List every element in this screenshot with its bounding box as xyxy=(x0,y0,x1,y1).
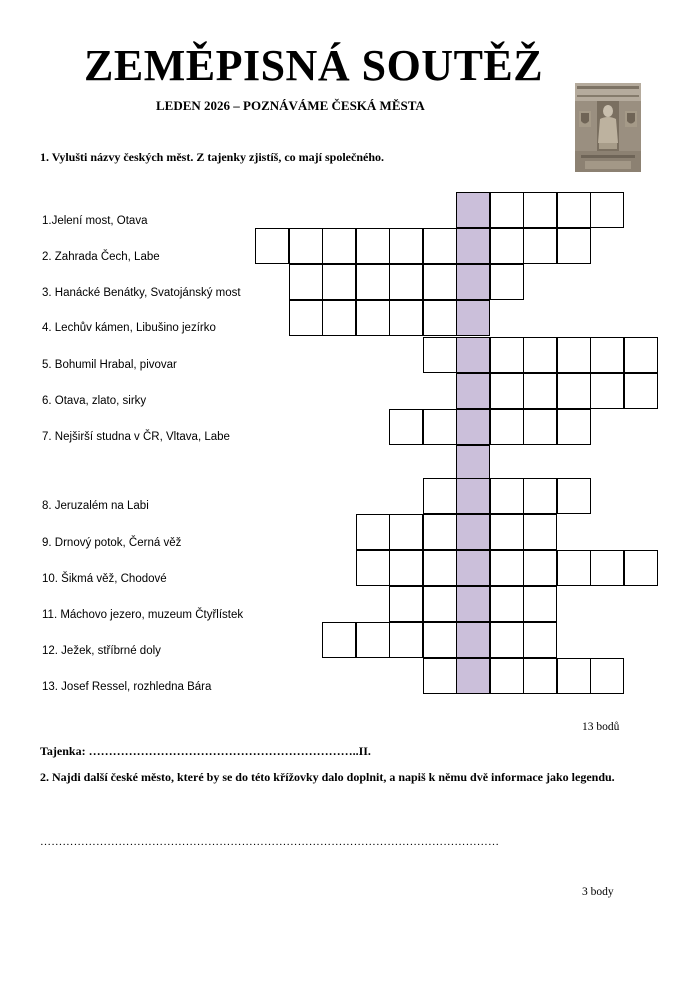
crossword-cell[interactable] xyxy=(289,300,323,336)
crossword-cell[interactable] xyxy=(523,586,557,622)
crossword-cell[interactable] xyxy=(490,264,524,300)
tajenka-cell[interactable] xyxy=(456,300,490,336)
question-2-answer-line[interactable]: …………………………………………………………………………………………………………… xyxy=(40,836,500,848)
crossword-cell[interactable] xyxy=(590,337,624,373)
crossword-cell[interactable] xyxy=(389,228,423,264)
crossword-cell[interactable] xyxy=(356,300,390,336)
clue-6: 6. Otava, zlato, sirky xyxy=(42,395,147,407)
crossword-cell[interactable] xyxy=(557,409,591,445)
crossword-cell[interactable] xyxy=(289,228,323,264)
crossword-cell[interactable] xyxy=(423,300,457,336)
crossword-cell[interactable] xyxy=(490,409,524,445)
crossword-cell[interactable] xyxy=(423,586,457,622)
crossword-cell[interactable] xyxy=(423,228,457,264)
tajenka-cell[interactable] xyxy=(456,586,490,622)
clue-2: 2. Zahrada Čech, Labe xyxy=(42,251,160,263)
tajenka-cell[interactable] xyxy=(456,622,490,658)
tajenka-cell[interactable] xyxy=(456,337,490,373)
crossword-cell[interactable] xyxy=(389,586,423,622)
crossword-cell[interactable] xyxy=(624,373,658,409)
crossword-cell[interactable] xyxy=(322,300,356,336)
clue-10: 10. Šikmá věž, Chodové xyxy=(42,573,167,585)
crossword-cell[interactable] xyxy=(523,409,557,445)
crossword-cell[interactable] xyxy=(523,478,557,514)
crossword-cell[interactable] xyxy=(322,228,356,264)
crossword-cell[interactable] xyxy=(557,192,591,228)
crossword-cell[interactable] xyxy=(624,337,658,373)
clue-13: 13. Josef Ressel, rozhledna Bára xyxy=(42,681,212,693)
crossword-cell[interactable] xyxy=(322,264,356,300)
tajenka-cell[interactable] xyxy=(456,373,490,409)
crossword-cell[interactable] xyxy=(356,622,390,658)
crossword-cell[interactable] xyxy=(389,300,423,336)
crossword-cell[interactable] xyxy=(590,658,624,694)
tajenka-cell[interactable] xyxy=(456,192,490,228)
tajenka-cell[interactable] xyxy=(456,264,490,300)
clue-12: 12. Ježek, stříbrné doly xyxy=(42,645,161,657)
crossword-cell[interactable] xyxy=(523,658,557,694)
crossword-cell[interactable] xyxy=(356,264,390,300)
crossword-cell[interactable] xyxy=(590,373,624,409)
tajenka-cell[interactable] xyxy=(456,445,490,481)
crossword-cell[interactable] xyxy=(523,192,557,228)
tajenka-cell[interactable] xyxy=(456,228,490,264)
crossword-cell[interactable] xyxy=(557,658,591,694)
crossword-cell[interactable] xyxy=(490,514,524,550)
question-1: 1. Vylušti názvy českých měst. Z tajenky zjistíš, co mají společného. xyxy=(40,150,384,164)
clue-7: 7. Nejširší studna v ČR, Vltava, Labe xyxy=(42,431,230,443)
clue-1: 1.Jelení most, Otava xyxy=(42,215,148,227)
crossword-cell[interactable] xyxy=(557,550,591,586)
crossword-cell[interactable] xyxy=(523,373,557,409)
question-2: 2. Najdi další české město, které by se do této křížovky dalo doplnit, a napiš k němu dvě informace jako legendu. xyxy=(40,770,615,784)
crossword-cell[interactable] xyxy=(423,478,457,514)
crossword-cell[interactable] xyxy=(389,264,423,300)
crossword-cell[interactable] xyxy=(490,478,524,514)
crossword-cell[interactable] xyxy=(490,586,524,622)
crossword-cell[interactable] xyxy=(590,550,624,586)
crossword-cell[interactable] xyxy=(490,373,524,409)
points-q2: 3 body xyxy=(582,886,614,898)
clue-3: 3. Hanácké Benátky, Svatojánský most xyxy=(42,287,241,299)
clue-4: 4. Lechův kámen, Libušino jezírko xyxy=(42,322,216,334)
crossword-cell[interactable] xyxy=(590,192,624,228)
crossword-cell[interactable] xyxy=(423,622,457,658)
tajenka-cell[interactable] xyxy=(456,658,490,694)
crossword-cell[interactable] xyxy=(523,514,557,550)
crossword-cell[interactable] xyxy=(490,192,524,228)
crossword-cell[interactable] xyxy=(490,228,524,264)
crossword-cell[interactable] xyxy=(624,550,658,586)
tajenka-answer-line[interactable]: Tajenka: …………………………………………………………..II. xyxy=(40,744,371,758)
crossword-cell[interactable] xyxy=(356,228,390,264)
crossword-cell[interactable] xyxy=(356,514,390,550)
crossword-cell[interactable] xyxy=(557,373,591,409)
crossword-cell[interactable] xyxy=(289,264,323,300)
crossword-cell[interactable] xyxy=(423,550,457,586)
tajenka-cell[interactable] xyxy=(456,409,490,445)
crossword-cell[interactable] xyxy=(523,550,557,586)
crossword-cell[interactable] xyxy=(423,658,457,694)
town-hall-statue-photo xyxy=(575,83,641,172)
points-q1: 13 bodů xyxy=(582,721,620,733)
crossword-cell[interactable] xyxy=(523,337,557,373)
crossword-cell[interactable] xyxy=(490,550,524,586)
crossword-cell[interactable] xyxy=(389,409,423,445)
crossword-cell[interactable] xyxy=(523,228,557,264)
page-title: ZEMĚPISNÁ SOUTĚŽ xyxy=(84,41,544,90)
crossword-cell[interactable] xyxy=(389,550,423,586)
crossword-cell[interactable] xyxy=(389,514,423,550)
crossword-cell[interactable] xyxy=(557,228,591,264)
crossword-cell[interactable] xyxy=(255,228,289,264)
crossword-cell[interactable] xyxy=(322,622,356,658)
crossword-cell[interactable] xyxy=(490,622,524,658)
tajenka-cell[interactable] xyxy=(456,514,490,550)
crossword-cell[interactable] xyxy=(423,514,457,550)
crossword-cell[interactable] xyxy=(423,409,457,445)
crossword-cell[interactable] xyxy=(490,658,524,694)
crossword-cell[interactable] xyxy=(423,264,457,300)
clue-5: 5. Bohumil Hrabal, pivovar xyxy=(42,359,177,371)
crossword-cell[interactable] xyxy=(557,478,591,514)
crossword-cell[interactable] xyxy=(557,337,591,373)
crossword-cell[interactable] xyxy=(523,622,557,658)
page-subtitle: LEDEN 2026 – POZNÁVÁME ČESKÁ MĚSTA xyxy=(156,98,425,113)
crossword-cell[interactable] xyxy=(490,337,524,373)
clue-9: 9. Drnový potok, Černá věž xyxy=(42,537,182,549)
clue-8: 8. Jeruzalém na Labi xyxy=(42,500,149,512)
crossword-cell[interactable] xyxy=(389,622,423,658)
tajenka-cell[interactable] xyxy=(456,550,490,586)
clue-11: 11. Máchovo jezero, muzeum Čtyřlístek xyxy=(42,609,244,621)
crossword-cell[interactable] xyxy=(356,550,390,586)
crossword-cell[interactable] xyxy=(423,337,457,373)
tajenka-cell[interactable] xyxy=(456,478,490,514)
